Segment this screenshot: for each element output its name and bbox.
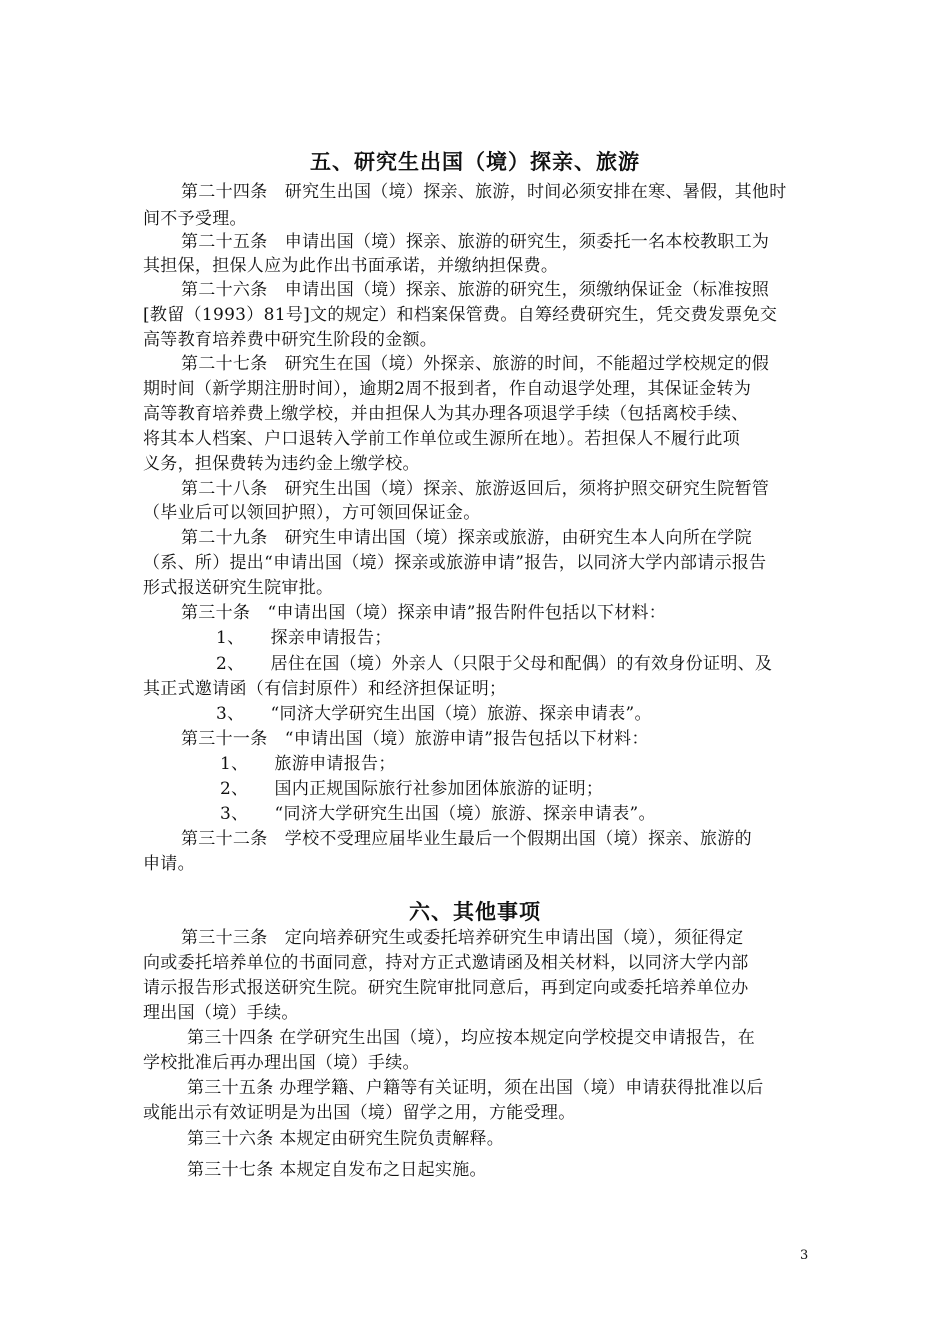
paragraph-line: 第二十六条 申请出国（境）探亲、旅游的研究生，须缴纳保证金（标准按照: [181, 280, 770, 300]
paragraph-line: 学校批准后再办理出国（境）手续。: [143, 1053, 420, 1073]
paragraph-line: 向或委托培养单位的书面同意，持对方正式邀请函及相关材料，以同济大学内部: [143, 953, 749, 973]
paragraph-line: 第三十二条 学校不受理应届毕业生最后一个假期出国（境）探亲、旅游的: [181, 829, 752, 849]
paragraph-line: 将其本人档案、户口退转入学前工作单位或生源所在地）。若担保人不履行此项: [143, 429, 740, 449]
paragraph-line: 高等教育培养费上缴学校，并由担保人为其办理各项退学手续（包括离校手续、: [143, 404, 749, 424]
paragraph-line: 间不予受理。: [143, 209, 247, 229]
page-number: 3: [800, 1248, 809, 1263]
list-item: 3、 “同济大学研究生出国（境）旅游、探亲申请表”。: [216, 704, 652, 724]
section-title: 五、研究生出国（境）探亲、旅游: [310, 150, 640, 174]
paragraph-line: 申请。: [143, 854, 195, 874]
paragraph-line: 第二十四条 研究生出国（境）探亲、旅游，时间必须安排在寒、暑假，其他时: [181, 182, 787, 202]
paragraph-line: 第三十七条 本规定自发布之日起实施。: [187, 1160, 487, 1180]
paragraph-line: 理出国（境）手续。: [143, 1003, 299, 1023]
paragraph-line: 第三十一条 “申请出国（境）旅游申请”报告包括以下材料：: [181, 729, 649, 749]
paragraph-line: 形式报送研究生院审批。: [143, 578, 334, 598]
paragraph-line: 或能出示有效证明是为出国（境）留学之用，方能受理。: [143, 1103, 576, 1123]
paragraph-line: 第三十六条 本规定由研究生院负责解释。: [187, 1129, 505, 1149]
paragraph-line: 第二十九条 研究生申请出国（境）探亲或旅游，由研究生本人向所在学院: [181, 528, 752, 548]
paragraph-line: 高等教育培养费中研究生阶段的金额。: [143, 330, 438, 350]
list-item: 1、 旅游申请报告；: [220, 754, 396, 774]
paragraph-line: 其担保，担保人应为此作出书面承诺，并缴纳担保费。: [143, 256, 559, 276]
list-item: 3、 “同济大学研究生出国（境）旅游、探亲申请表”。: [220, 804, 656, 824]
paragraph-line: 第二十八条 研究生出国（境）探亲、旅游返回后，须将护照交研究生院暂管: [181, 479, 770, 499]
paragraph-line: 第三十条 “申请出国（境）探亲申请”报告附件包括以下材料：: [181, 603, 667, 623]
list-item: 2、 居住在国（境）外亲人（只限于父母和配偶）的有效身份证明、及: [216, 654, 773, 674]
paragraph-line: （毕业后可以领回护照），方可领回保证金。: [143, 503, 481, 523]
paragraph-line: 第三十五条 办理学籍、户籍等有关证明，须在出国（境）申请获得批准以后: [187, 1078, 764, 1098]
paragraph-line: 义务，担保费转为违约金上缴学校。: [143, 454, 420, 474]
paragraph-line: 第二十五条 申请出国（境）探亲、旅游的研究生，须委托一名本校教职工为: [181, 232, 770, 252]
paragraph-line: （系、所）提出“申请出国（境）探亲或旅游申请”报告，以同济大学内部请示报告: [143, 553, 767, 573]
list-item: 1、 探亲申请报告；: [216, 628, 392, 648]
paragraph-line: 期时间（新学期注册时间），逾期2周不报到者，作自动退学处理，其保证金转为: [143, 379, 752, 399]
section-title: 六、其他事项: [409, 900, 541, 924]
paragraph-line: 第三十四条 在学研究生出国（境），均应按本规定向学校提交申请报告，在: [187, 1028, 756, 1048]
paragraph-line: 第三十三条 定向培养研究生或委托培养研究生申请出国（境），须征得定: [181, 928, 744, 948]
paragraph-line: [教留（1993）81号]文的规定）和档案保管费。自筹经费研究生，凭交费发票免交: [143, 305, 778, 325]
list-item-continuation: 其正式邀请函（有信封原件）和经济担保证明；: [143, 679, 507, 699]
list-item: 2、 国内正规国际旅行社参加团体旅游的证明；: [220, 779, 604, 799]
paragraph-line: 请示报告形式报送研究生院。研究生院审批同意后，再到定向或委托培养单位办: [143, 978, 749, 998]
paragraph-line: 第二十七条 研究生在国（境）外探亲、旅游的时间，不能超过学校规定的假: [181, 354, 770, 374]
